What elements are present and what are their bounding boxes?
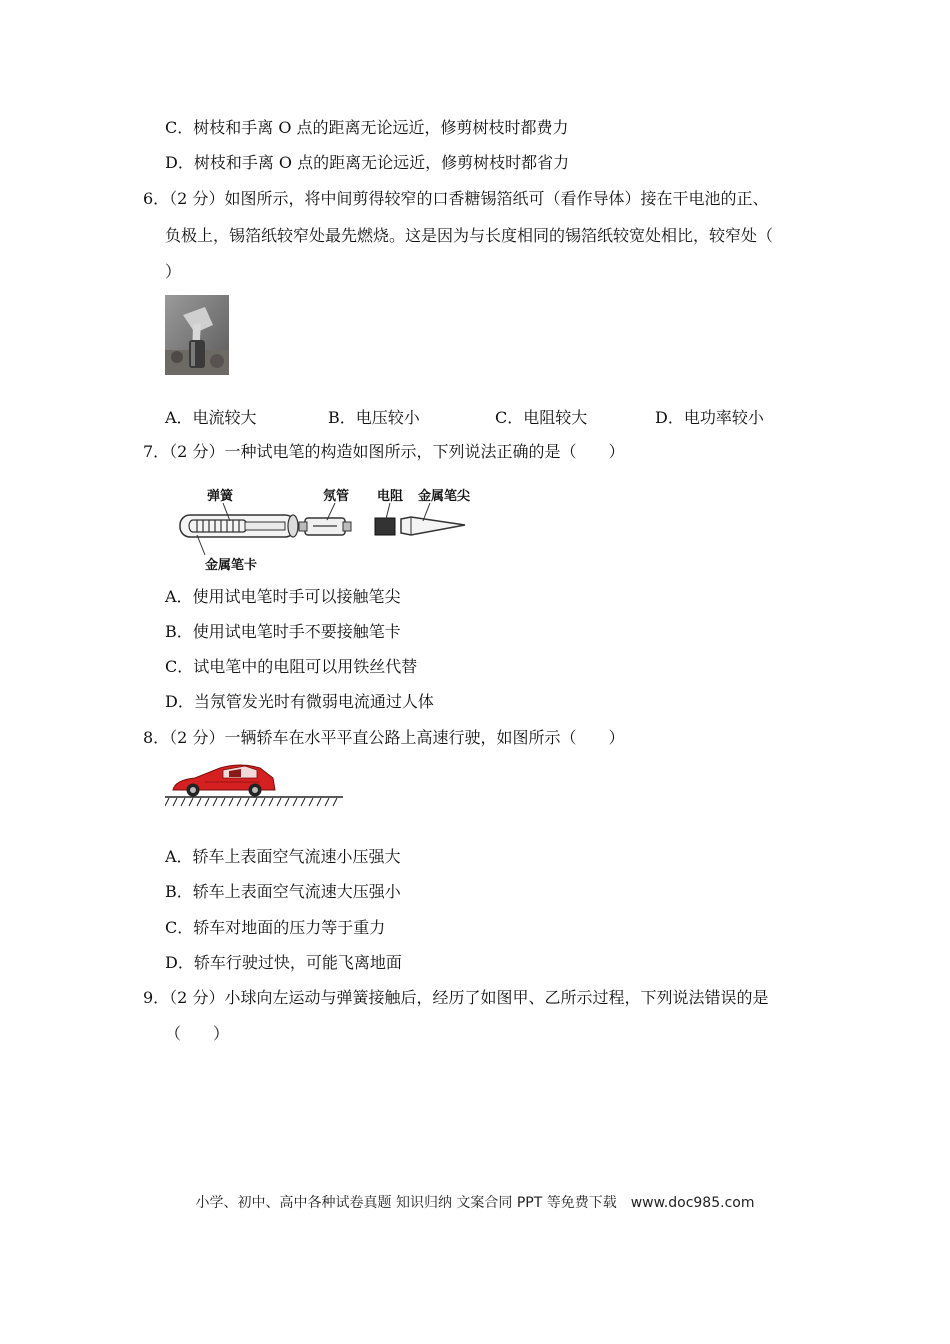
test-pen-diagram	[175, 483, 485, 575]
q8-option-c: C．轿车对地面的压力等于重力	[165, 918, 386, 937]
q5-option-d: D．树枝和手离 O 点的距离无论远近，修剪树枝时都省力	[165, 153, 570, 172]
label-metal-clip: 金属笔卡	[205, 558, 258, 573]
q8-option-d: D．轿车行驶过快，可能飞离地面	[165, 953, 402, 972]
q6-option-b: B．电压较小	[328, 408, 420, 427]
q7-option-b: B．使用试电笔时手不要接触笔卡	[165, 622, 401, 641]
q6-options	[165, 408, 805, 430]
q7-option-c: C．试电笔中的电阻可以用铁丝代替	[165, 657, 418, 676]
label-resistor: 电阻	[377, 489, 404, 504]
q6-stem-line3: ）	[165, 262, 182, 281]
foil-battery-photo	[165, 295, 229, 375]
q5-option-c: C．树枝和手离 O 点的距离无论远近，修剪树枝时都费力	[165, 118, 569, 137]
q7-option-a: A．使用试电笔时手可以接触笔尖	[165, 587, 401, 606]
q6-option-a: A．电流较大	[165, 408, 257, 427]
sports-car-on-road-figure	[165, 760, 345, 810]
q7-option-d: D．当氖管发光时有微弱电流通过人体	[165, 692, 434, 711]
q6-stem-line1: 6．（2 分）如图所示，将中间剪得较窄的口香糖锡箔纸可（看作导体）接在干电池的正、	[143, 189, 769, 208]
q6-option-d: D．电功率较小	[655, 408, 764, 427]
q6-option-c: C．电阻较大	[495, 408, 588, 427]
q8-stem: 8．（2 分）一辆轿车在水平平直公路上高速行驶，如图所示（ ）	[143, 728, 625, 747]
label-metal-tip: 金属笔尖	[418, 489, 471, 504]
q9-stem-line1: 9．（2 分）小球向左运动与弹簧接触后，经历了如图甲、乙所示过程，下列说法错误的是	[143, 988, 769, 1007]
q7-stem: 7．（2 分）一种试电笔的构造如图所示，下列说法正确的是（ ）	[143, 442, 625, 461]
label-neon-tube: 氖管	[323, 489, 350, 504]
q6-stem-line2: 负极上，锡箔纸较窄处最先燃烧。这是因为与长度相同的锡箔纸较宽处相比，较窄处（	[165, 226, 774, 245]
q9-stem-line2: （ ）	[165, 1024, 230, 1043]
q8-option-a: A．轿车上表面空气流速小压强大	[165, 847, 401, 866]
page-footer: 小学、初中、高中各种试卷真题 知识归纳 文案合同 PPT 等免费下载 www.doc985.com	[195, 1195, 755, 1211]
q8-option-b: B．轿车上表面空气流速大压强小	[165, 882, 401, 901]
label-spring: 弹簧	[207, 489, 234, 504]
